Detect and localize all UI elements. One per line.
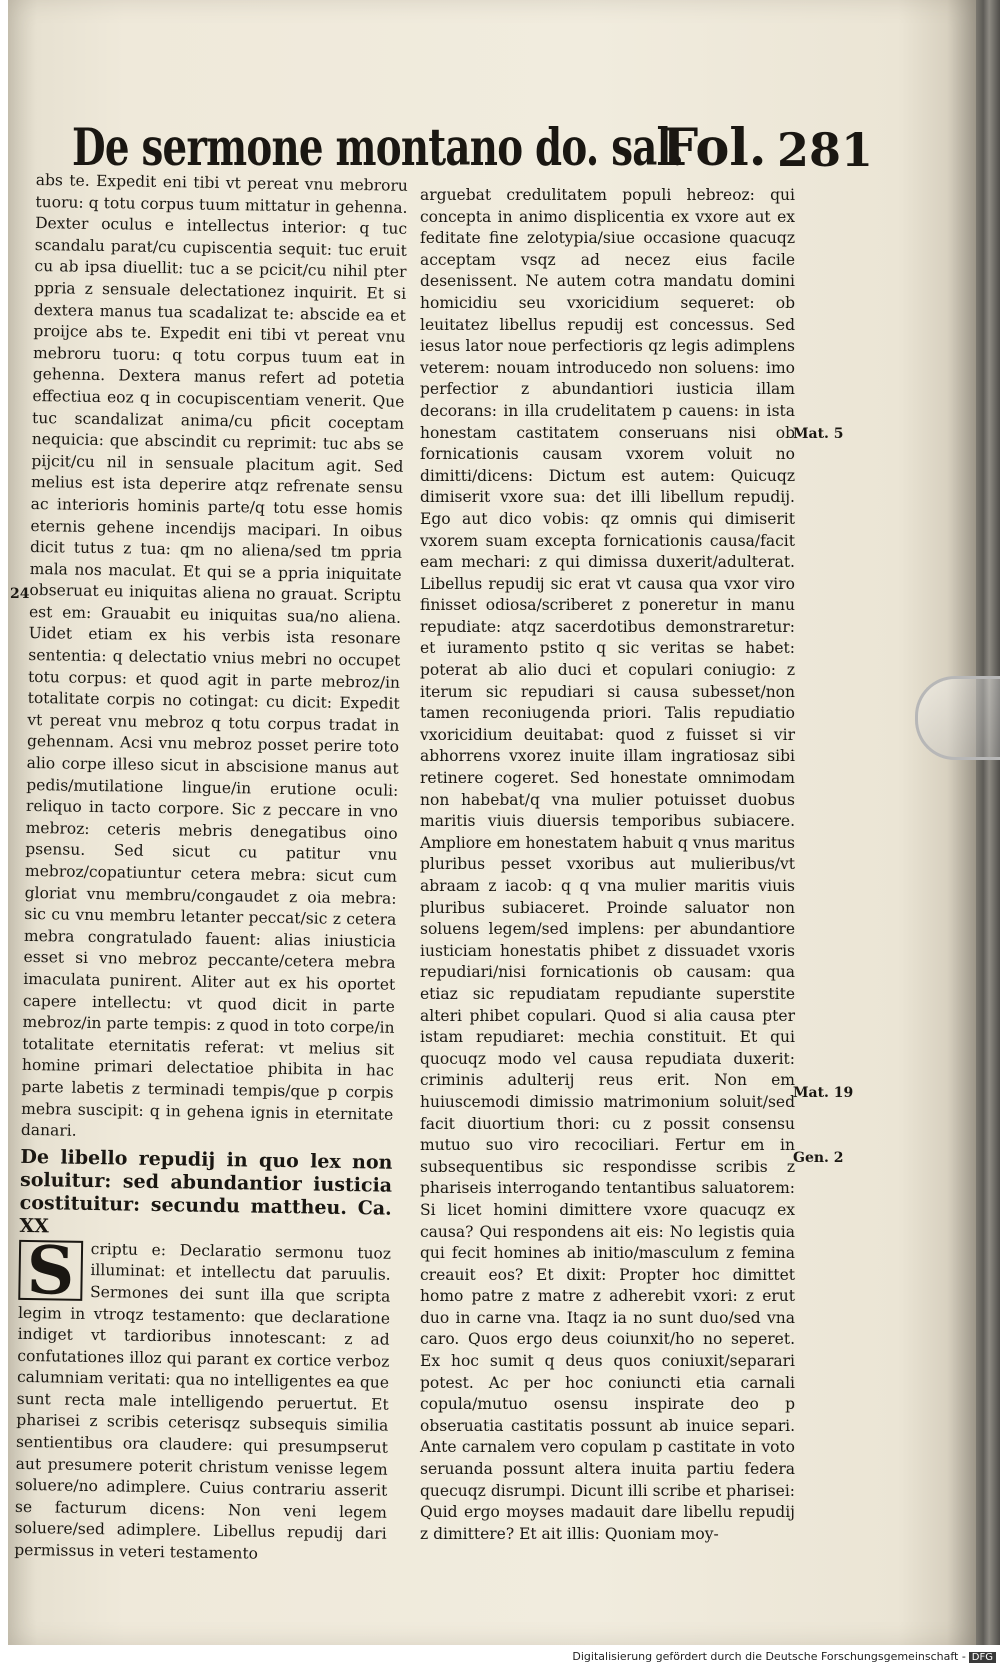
- margin-note-mat5: Mat. 5: [793, 426, 844, 442]
- margin-note-gen2: Gen. 2: [793, 1150, 844, 1166]
- dfg-badge: DFG: [969, 1652, 996, 1663]
- running-title: De sermone montano do. sal.: [72, 118, 684, 178]
- right-column-text: arguebat credulitatem populi hebreoz: qui concepta in animo displicentia ex vxore aut ex feditate fine zelotypia/siue occasione quacuqz acceptam vsqz ad necez eius facile desenissent. Ne autem cotra mandatu domini homicidiu seu vxoricidium sequeret: ob leuitatez libellus repudij est concessus. Sed iesus lator noue perfectioris qz legis adimplens veterem: nouam introducedo non soluens: imo perfectior z abundantiori iusticia illam decorans: in illa crudelitatem p cauens: in ista honestam castitatem conseruans nisi ob fornicationis causam vxorem voluit no dimitti/dicens: Dictum est autem: Quicuqz dimiserit vxore sua: det illi libellum repudij. Ego aut dico vobis: qz omnis qui dimiserit vxorem suam excepta fornicationis causa/facit eam mechari: z qui dimissa duxerit/adulterat. Libellus repudij sic erat vt causa qua vxor viro finisset odiosa/scriberet z poneretur in manu repudiate: atqz sacerdotibus demonstraretur: et iuramento pstito q sic veritas se habet: poterat ab alio duci et copulari coniugio: z iterum sic repudiari si causa subesset/non tamen reconiugenda priori. Talis repudiatio vxoricidium deuitabat: quod z fuisset si vir abhorrens vxorez inuite illam ingratiosaz sibi retinere cogeret. Sed honestate omnimodam non habebat/q vna mulier potuisset duobus maritis viuis diuersis temporibus subiacere. Ampliore em honestatem habuit q vnus maritus pluribus pesset vxoribus aut mulieribus/vt abraam z iacob: q q vna mulier maritis viuis pluribus subiaceret. Proinde saluator non soluens legem/sed implens: per abundantiore iusticiam honestatis phibet z dissuadet vxoris repudiari/nisi fornicationis ob causam: qua etiaz sic repudiatam repudiante superstite alteri phibet copulari. Quod si alia causa pter istam repudiaret: mechia constituit. Et qui quocuqz modo vel causa repudiata duxerit: criminis adulterij reus erit. Non em huiuscemodi dimissio matrimonium soluit/sed facit diuortium thori: cu z possit consensu mutuo suo viro recociliari. Fertur em in subsequentibus sic respondisse scribis z phariseis interrogando tentantibus saluatorem: Si licet homini dimittere vxore quacuqz ex causa? Qui respondens ait eis: No legistis quia qui fecit homines ab initio/masculum z femina creauit eos? Et dixit: Propter hoc dimittet homo patre z matre z adherebit vxori: z erut duo in carne vna. Itaqz ia no sunt duo/sed vna caro. Quos ergo deus coiunxit/ho no seperet. Ex hoc sumit q deus quos coniuxit/separari potest. Ac per hoc coniuncti etia carnali copula/mutuo osensu inspirate deo p obseruatia castitatis possunt ab inuice separi. Ante carnalem vero copulam p castitate in voto seruanda possunt altera inuita partiu federa quecuqz disrumpi. Dicunt illi scribe et pharisei: Quid ergo moyses madauit dare libellu repudij z dimittere? Et ait illis: Quoniam moy-: [420, 186, 795, 1543]
- folio-label: Fol.: [662, 118, 767, 178]
- closing-paragraph-text: criptu e: Declaratio sermonu tuoz illuminat: et intellectu dat paruulis. Sermones dei sunt illa que scripta legim in vtroqz testamento: que declaratione indiget vt tardioribus innotescant: z ad confutationes illoz qui parant ex cortice verboz calumniam veritati: qua no intelligentes ea que sunt recta male intelligendo peruertut. Et pharisei z scribis ceterisqz subsequis similia sentientibus ora claudere: qui presumpserut aut presumere poterit christum venisse legem soluere/no adimplere. Cuius contrariu asserit se facturum dicens: Non veni legem soluere/sed adimplere. Libellus repudij dari permissus in veteri testamento: [14, 1239, 392, 1563]
- decorated-initial: S: [18, 1240, 83, 1301]
- right-text-column: [420, 185, 795, 1545]
- footer-credit-text: Digitalisierung gefördert durch die Deutsche Forschungsgemeinschaft -: [572, 1650, 966, 1663]
- margin-number: 24: [10, 586, 30, 602]
- book-page: [8, 0, 976, 1645]
- left-column-closing-paragraph: [14, 1230, 392, 1568]
- book-fore-edge: [976, 0, 1000, 1645]
- clip-marker: [915, 676, 1000, 760]
- chapter-subheading: De libello repudij in quo lex non soluitur: sed abundantior iusticia costituitur: secundu mattheu. Ca. XX: [19, 1145, 393, 1238]
- margin-note-mat19: Mat. 19: [793, 1085, 854, 1101]
- folio-number: 281: [777, 123, 874, 177]
- left-column-paragraph: abs te. Expedit eni tibi vt pereat vnu mebroru tuoru: q totu corpus tuum mittatur in gehenna. Dexter oculus e intellectus interior: q tuc scandalu parat/cu cupiscentia sequit: tuc eruit cu ab ipsa diuellit: tuc a se pcicit/cu nihil pter ppria z sensuale delectationez inquirit. Et si dextera manus tua scadalizat te: abscide ea et proijce abs te. Expedit eni tibi vt pereat vnu mebroru tuoru: q totu corpus tuum eat in gehenna. Dextera manus refert ad potetia effectiua eoz q in cocupiscentiam venerit. Que tuc scandalizat anima/cu pficit coceptam nequicia: que abscindit cu reprimit: tuc abs se pijcit/cu nil in sensuale placitum agit. Sed melius est ista deperire atqz refrenate sensu ac interioris hominis parte/q totu esse homis eternis gehene incendijs macipari. In oibus dicit tutus z tua: qm no aliena/sed tm ppria mala nos maculat. Et qui se a ppria iniquitate obseruat eu iniquitas aliena no grauat. Scriptu est em: Grauabit eu iniquitas sua/no aliena. Uidet etiam ex his verbis ista resonare sententia: q delectatio vnius mebri no occupet totu corpus: et quod agit in parte mebroz/in totalitate corpis no cotingat: cu dicit: Expedit vt pereat vnu mebroz q totu corpus tradat in gehennam. Acsi vnu mebroz posset perire toto alio corpe illeso sicut in abscisione manus aut pedis/mutilatione lingue/in erutione oculi: reliquo in tacto corpore. Sic z peccare in vno mebroz: ceteris mebris denegatibus oino psensu. Sed sicut cu patitur vnu mebroz/copatiuntur cetera mebra: sicut cum gloriat vnu membru/congaudet z oia mebra: sic cu vnu membru letanter peccat/sic z cetera mebra congratulado fauent: alias iniusticia esset si vno mebroz peccante/cetera mebra imaculata punirent. Aliter aut ex his oportet capere intellectu: vt quod dicit in parte mebroz/in parte tempis: z quod in toto corpe/in totalitate eternitatis referat: vt melius sit homine primari delectatioe phibita in hac parte labetis z terminadi tempis/que p corpis mebra suscipit: q in gehena ignis in eternitate danari.: [20, 170, 408, 1140]
- footer-credit: [572, 1650, 996, 1663]
- left-text-column: [14, 170, 408, 1567]
